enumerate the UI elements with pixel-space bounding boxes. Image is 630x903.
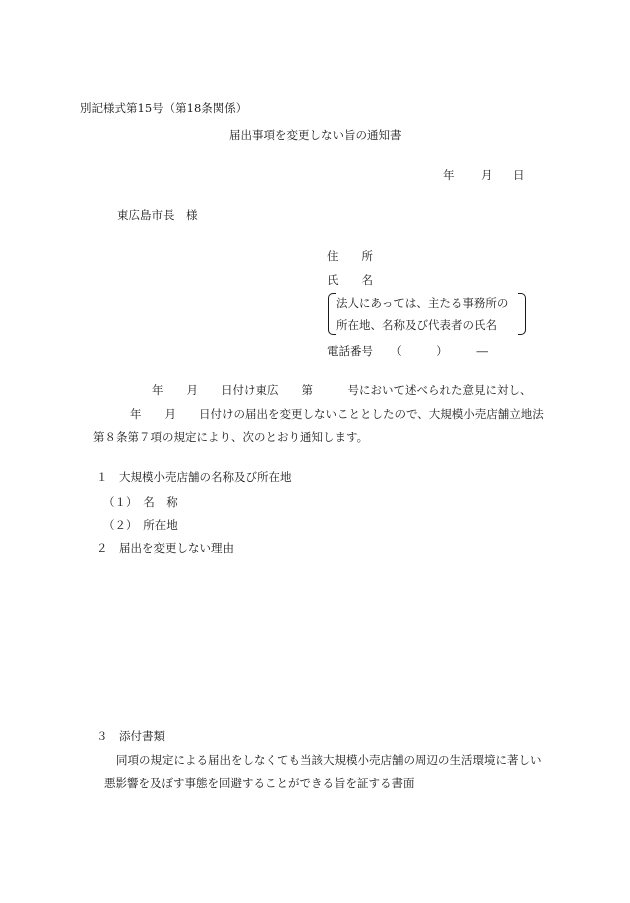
body-line1: 年 月 日付け東広 第 号において述べられた意見に対し、 — [152, 383, 532, 397]
corp-note-line1: 法人にあっては、主たる事務所の — [336, 296, 509, 310]
section-3-text2: 悪影響を及ぼす事態を回避することができる旨を証する書面 — [104, 776, 415, 790]
date-year: 年 — [443, 168, 455, 182]
section-2-heading: ２ 届出を変更しない理由 — [96, 541, 234, 555]
section-1-1: （１） 名 称 — [103, 495, 178, 509]
section-3-heading: ３ 添付書類 — [96, 729, 165, 743]
name-label: 氏 名 — [327, 273, 373, 287]
corp-note-line2: 所在地、名称及び代表者の氏名 — [336, 318, 497, 332]
phone-label: 電話番号 （ ） ― — [327, 344, 488, 358]
address-label: 住 所 — [327, 249, 373, 263]
body-line3: 第８条第７項の規定により、次のとおり通知します。 — [93, 430, 369, 444]
date-month: 月 — [481, 168, 493, 182]
section-1-heading: １ 大規模小売店舗の名称及び所在地 — [96, 470, 292, 484]
form-number: 別記様式第15号（第18条関係） — [80, 101, 248, 115]
date-day: 日 — [513, 168, 525, 182]
section-3-text1: 同項の規定による届出をしなくても当該大規模小売店舗の周辺の生活環境に著しい — [116, 753, 542, 767]
body-line2: 年 月 日付けの届出を変更しないこととしたので、大規模小売店舗立地法 — [130, 407, 544, 421]
document-title: 届出事項を変更しない旨の通知書 — [229, 128, 402, 142]
recipient: 東広島市長 様 — [117, 208, 198, 222]
section-1-2: （２） 所在地 — [103, 518, 178, 532]
